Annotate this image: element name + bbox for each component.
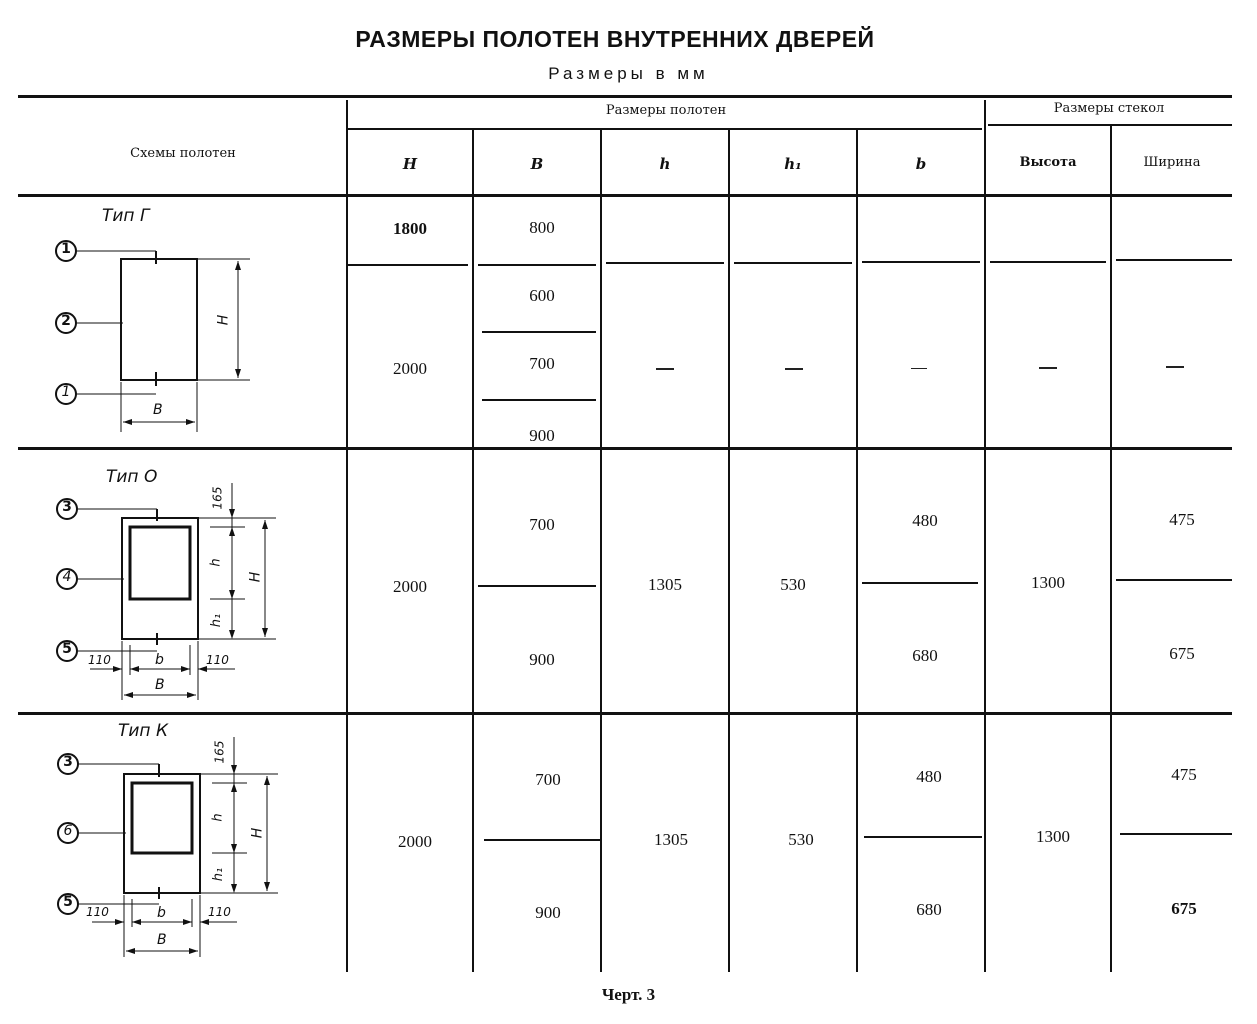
g-glass-width-dash	[1166, 366, 1184, 368]
marker-5: 5	[62, 641, 72, 657]
header-col-h1: h₁	[784, 155, 802, 173]
dim-H-label: H	[215, 314, 232, 326]
g-b-dash	[911, 368, 927, 369]
dim-B-label: B	[153, 402, 163, 418]
door-panel-outline	[121, 259, 197, 380]
row-rule-g6	[990, 261, 1106, 263]
type-g-label: Тип Г	[102, 206, 150, 226]
figure-caption: Черт. 3	[601, 985, 656, 1004]
dim-H-label: H	[247, 571, 264, 583]
dim-110-right-label: 110	[208, 905, 231, 919]
header-panel-sizes: Размеры полотен	[605, 103, 727, 118]
k-h1: 530	[788, 830, 814, 849]
dim-165-label: 165	[212, 740, 227, 764]
header-col-B: B	[530, 155, 544, 173]
o-h: 1305	[648, 575, 682, 594]
k-glass-height: 1300	[1036, 827, 1070, 846]
o-glass-width-475: 475	[1169, 510, 1195, 529]
o-b-680: 680	[912, 646, 938, 665]
type-k-label: Тип К	[118, 721, 169, 741]
dim-110-left-label: 110	[86, 905, 109, 919]
g-B-900: 900	[529, 426, 555, 445]
row-rule-g2	[478, 264, 596, 266]
header-col-H: H	[402, 155, 418, 173]
marker-1-top: 1	[61, 241, 71, 257]
dim-110-left-label: 110	[88, 653, 111, 667]
dim-h-label: h	[210, 813, 226, 822]
row-rule-g9	[482, 399, 596, 401]
header-col-b: b	[915, 155, 927, 173]
k-B-900: 900	[535, 903, 561, 922]
dim-110-right-label: 110	[206, 653, 229, 667]
row-rule-o1	[478, 585, 596, 587]
g-B-800: 800	[529, 218, 555, 237]
dim-B-label: B	[155, 677, 165, 693]
k-glass-width-675: 675	[1171, 899, 1197, 918]
marker-4: 4	[62, 569, 72, 585]
o-glass-height: 1300	[1031, 573, 1065, 592]
row-rule-k1	[484, 839, 602, 841]
col-line-3	[600, 130, 602, 972]
row-rule-o2	[862, 582, 978, 584]
o-B-700: 700	[529, 515, 555, 534]
type-o-label: Тип О	[106, 467, 158, 487]
row-rule-k3	[1120, 833, 1232, 835]
section-divider-1	[18, 447, 1232, 450]
o-H: 2000	[393, 577, 427, 596]
scheme-type-o	[20, 455, 346, 710]
page-title: РАЗМЕРЫ ПОЛОТЕН ВНУТРЕННИХ ДВЕРЕЙ	[355, 26, 875, 52]
o-B-900: 900	[529, 650, 555, 669]
header-glass-sizes: Размеры стекол	[1053, 101, 1165, 116]
k-glass-width-475: 475	[1171, 765, 1197, 784]
k-B-700: 700	[535, 770, 561, 789]
row-rule-k2	[864, 836, 982, 838]
dim-h-label: h	[208, 558, 224, 567]
header-group-rule-left	[346, 128, 982, 130]
marker-3: 3	[63, 754, 73, 770]
dim-b-label: b	[157, 905, 166, 921]
dim-h1-label: h₁	[209, 613, 225, 628]
col-line-6	[984, 100, 986, 972]
g-h1-dash	[785, 368, 803, 370]
header-col-height: Высота	[1019, 155, 1077, 170]
row-rule-g5	[862, 261, 980, 263]
k-b-480: 480	[916, 767, 942, 786]
g-h-dash	[656, 368, 674, 370]
marker-2: 2	[61, 313, 71, 329]
g-H-2000: 2000	[393, 359, 427, 378]
row-rule-g3	[606, 262, 724, 264]
header-col-h: h	[659, 155, 671, 173]
o-glass-width-675: 675	[1169, 644, 1195, 663]
marker-5: 5	[63, 894, 73, 910]
row-rule-g8	[482, 331, 596, 333]
marker-6: 6	[63, 823, 73, 839]
header-schemes: Схемы полотен	[130, 146, 236, 161]
scheme-type-k	[20, 715, 346, 975]
g-B-600: 600	[529, 286, 555, 305]
header-col-width: Ширина	[1143, 155, 1201, 170]
g-glass-height-dash	[1039, 367, 1057, 369]
scheme-type-g	[20, 200, 346, 445]
table-top-rule	[18, 95, 1232, 98]
g-B-700: 700	[529, 354, 555, 373]
row-rule-g7	[1116, 259, 1232, 261]
dim-b-label: b	[155, 652, 164, 668]
dim-165-label: 165	[210, 486, 225, 510]
dim-H-label: H	[249, 827, 266, 839]
dim-B-label: B	[157, 932, 167, 948]
k-H: 2000	[398, 832, 432, 851]
o-b-480: 480	[912, 511, 938, 530]
k-h: 1305	[654, 830, 688, 849]
row-rule-o3	[1116, 579, 1232, 581]
row-rule-g4	[734, 262, 852, 264]
o-h1: 530	[780, 575, 806, 594]
row-rule-g1	[348, 264, 468, 266]
marker-3: 3	[62, 499, 72, 515]
k-b-680: 680	[916, 900, 942, 919]
header-bottom-rule	[18, 194, 1232, 197]
units-subtitle: Размеры в мм	[548, 64, 709, 83]
g-H-1800: 1800	[393, 219, 427, 238]
dim-h1-label: h₁	[211, 867, 227, 882]
marker-1-bottom: 1	[61, 384, 71, 400]
